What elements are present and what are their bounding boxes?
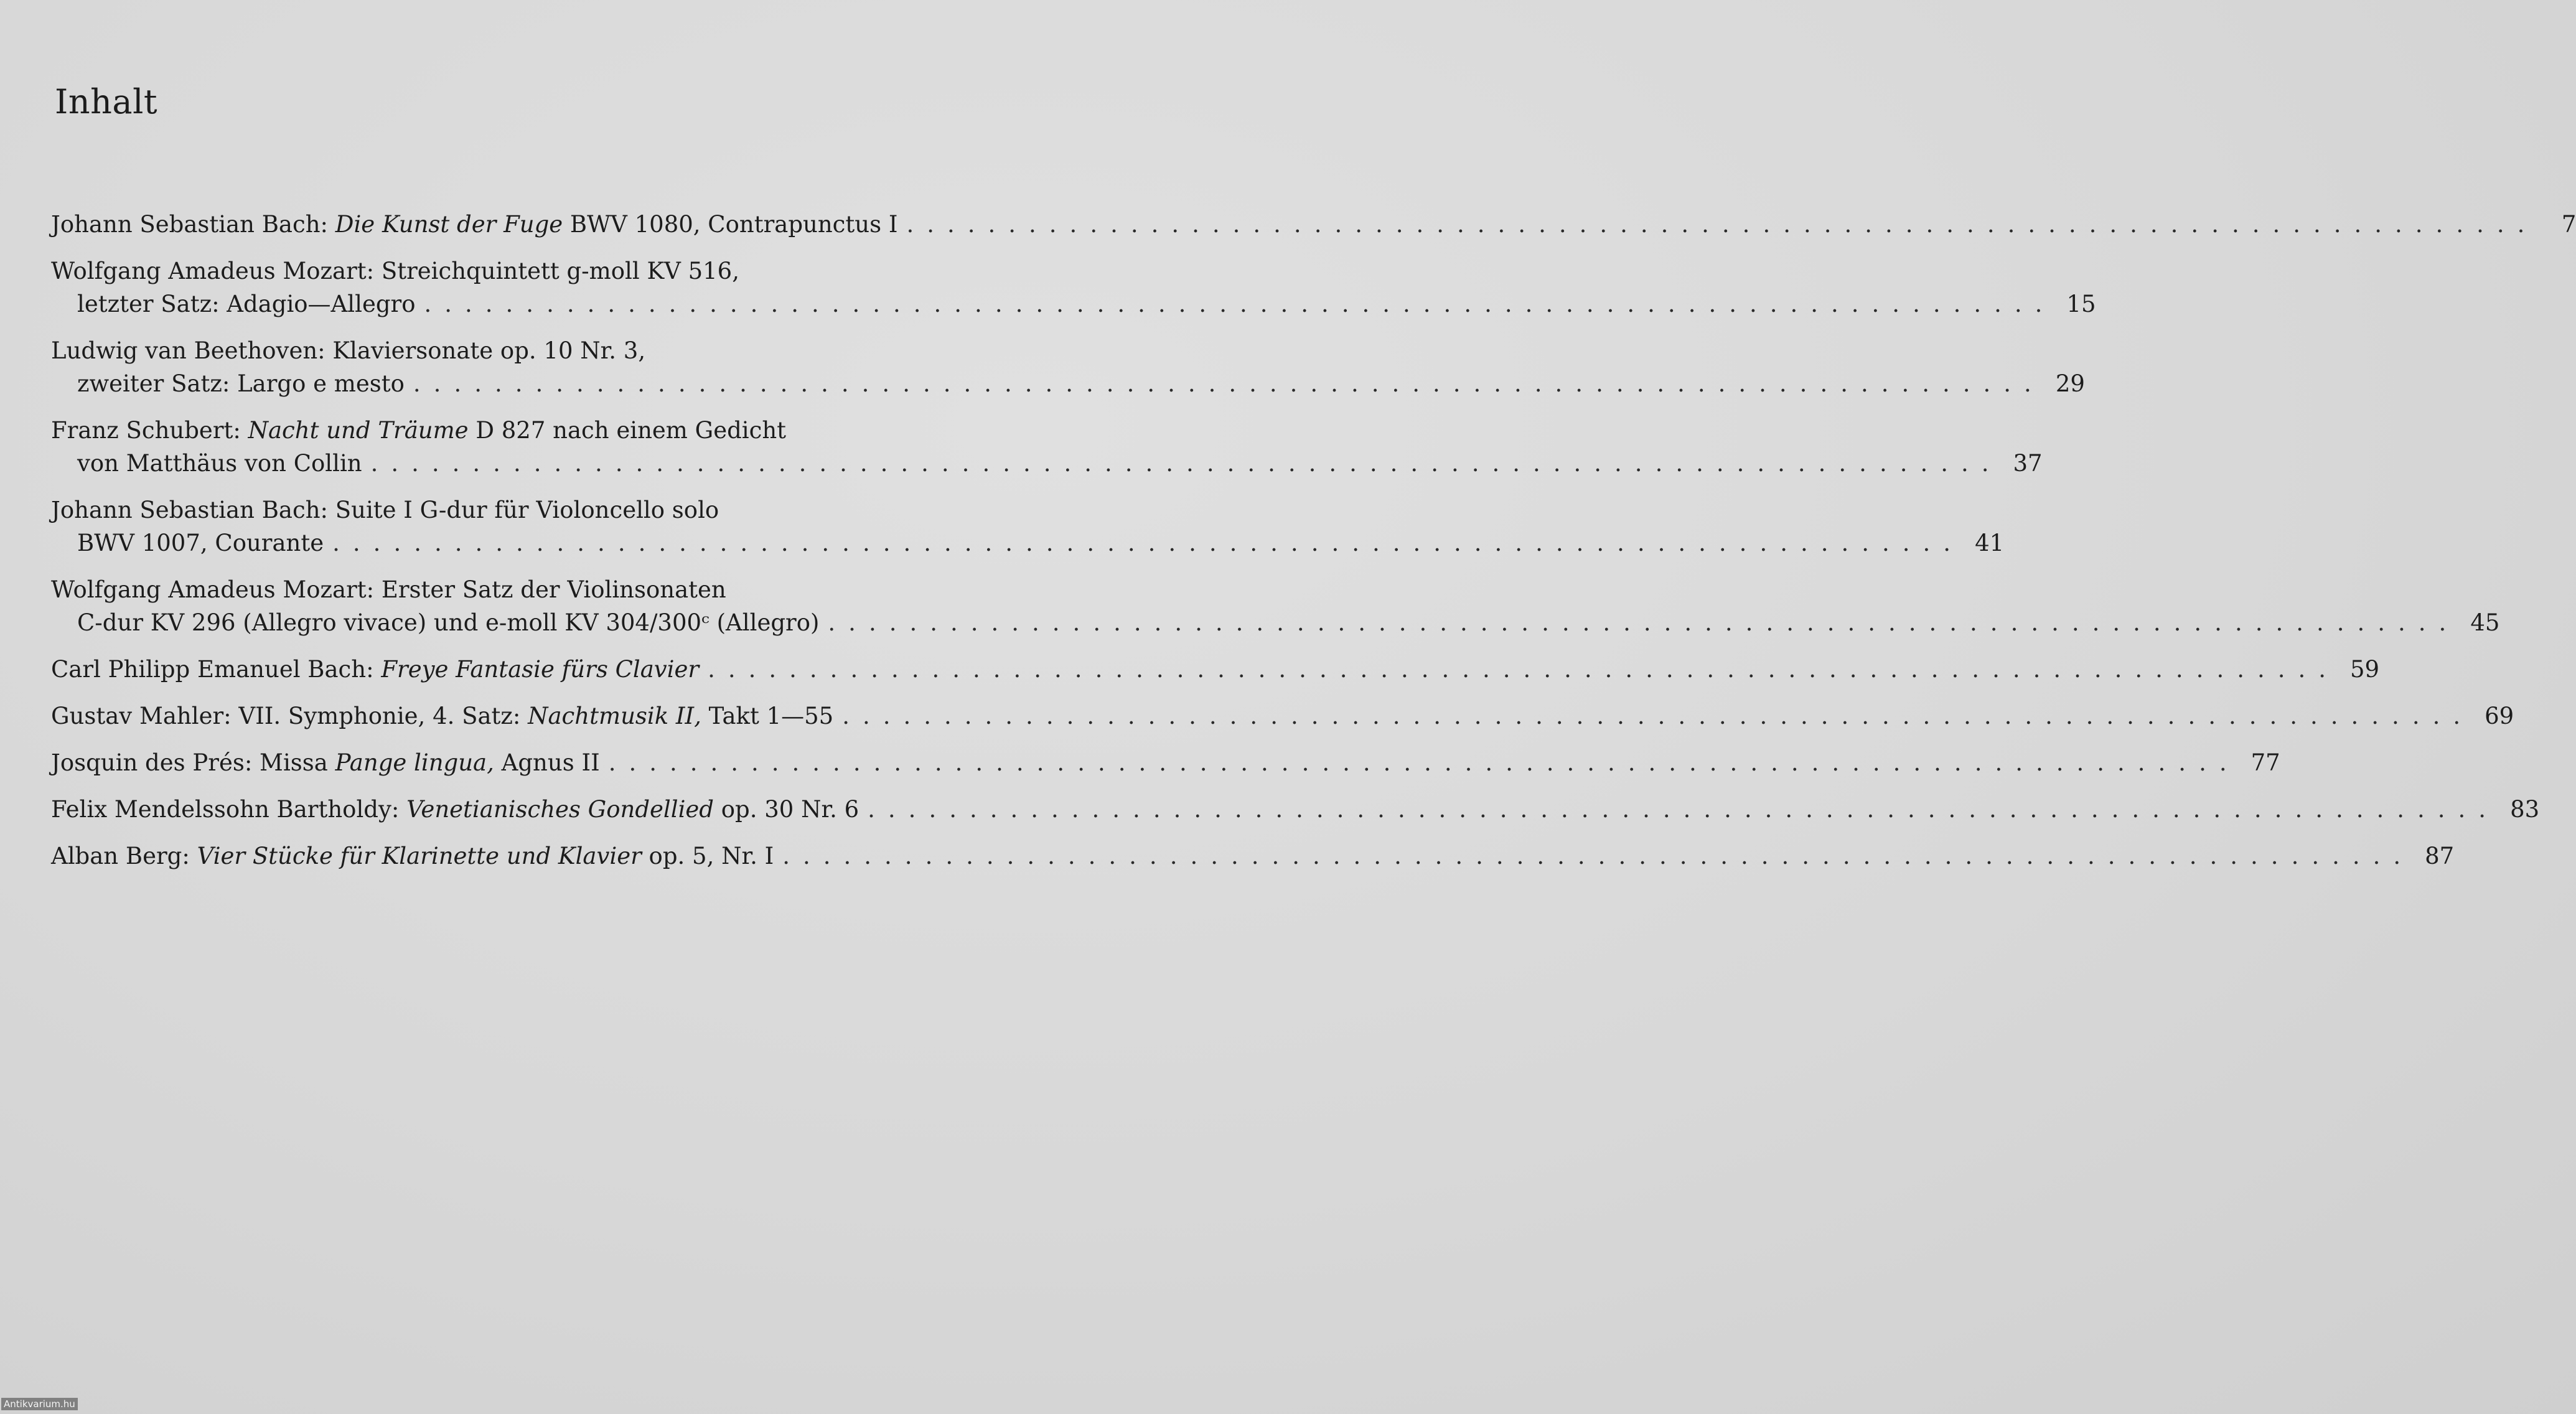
page-number: 29 [2055, 370, 2085, 397]
work-title: Nachtmusik II, [528, 703, 701, 729]
page-number: 59 [2350, 656, 2380, 683]
entry-text-segment: Ludwig van Beethoven: Klaviersonate op. 10 Nr. 3, [51, 337, 646, 364]
dot-leader: ................................................................................ [370, 450, 2002, 477]
entry-text-segment: Wolfgang Amadeus Mozart: Erster Satz der Violinsonaten [51, 576, 726, 603]
entry-text-segment: Johann Sebastian Bach: [51, 211, 335, 238]
toc-entry-text [51, 208, 897, 241]
page-number: 77 [2250, 749, 2280, 776]
toc-entry-line [51, 527, 2005, 560]
toc-entry-text [51, 653, 699, 686]
toc-entry-text [51, 334, 645, 367]
page-number: 15 [2066, 291, 2096, 317]
toc-entry [51, 494, 2005, 560]
toc-entry-line [51, 288, 2096, 321]
toc-entry-text [51, 573, 726, 606]
toc-entry-line [51, 653, 2380, 686]
entry-text-segment: Josquin des Prés: Missa [51, 749, 335, 776]
work-title: Pange lingua, [335, 749, 494, 776]
page-number: 83 [2510, 796, 2540, 823]
toc-entry-line [51, 606, 2500, 639]
toc-entry-text [51, 414, 786, 447]
toc-entry-text [77, 288, 416, 321]
entry-text-segment: letzter Satz: Adagio—Allegro [77, 291, 416, 317]
toc-entry [51, 746, 2280, 779]
toc-entry [51, 573, 2500, 639]
dot-leader: ................................................................................ [868, 796, 2499, 823]
entry-text-segment: Gustav Mahler: VII. Symphonie, 4. Satz: [51, 703, 528, 729]
work-title: Nacht und Träume [248, 417, 469, 444]
entry-text-segment: Felix Mendelssohn Bartholdy: [51, 796, 407, 823]
page-number: 41 [1975, 530, 2005, 556]
entry-text-segment: Agnus II [494, 749, 600, 776]
page-number: 87 [2425, 843, 2455, 869]
page-number: 7 [2561, 211, 2576, 238]
entry-text-segment: Johann Sebastian Bach: Suite I G-dur für Violoncello solo [51, 497, 719, 523]
entry-text-segment: Wolfgang Amadeus Mozart: Streichquintett g-moll KV 516, [51, 258, 739, 284]
dot-leader: ................................................................................ [782, 843, 2414, 869]
entry-text-segment: Franz Schubert: [51, 417, 248, 444]
page-number: 69 [2485, 703, 2514, 729]
toc-entry-line [51, 334, 978, 367]
entry-text-segment: Alban Berg: [51, 843, 197, 869]
table-of-contents [51, 208, 2576, 886]
dot-leader: ................................................................................ [332, 530, 1964, 556]
toc-entry-line [51, 793, 2540, 826]
toc-entry-text [77, 367, 405, 400]
toc-entry [51, 334, 2085, 400]
entry-text-segment: von Matthäus von Collin [77, 450, 362, 477]
toc-entry-line [51, 414, 978, 447]
toc-entry [51, 414, 2043, 480]
entry-text-segment: op. 5, Nr. I [641, 843, 774, 869]
toc-entry-line [51, 840, 2455, 873]
entry-text-segment: zweiter Satz: Largo e mesto [77, 370, 405, 397]
watermark: Antikvarium.hu [1, 1398, 78, 1410]
toc-entry-line [51, 494, 978, 527]
work-title: Vier Stücke für Klarinette und Klavier [197, 843, 642, 869]
dot-leader: ................................................................................ [608, 749, 2240, 776]
page-number: 37 [2013, 450, 2043, 477]
entry-text-segment: BWV 1007, Courante [77, 530, 324, 556]
dot-leader: ................................................................................ [842, 703, 2474, 729]
work-title: Die Kunst der Fuge [335, 211, 563, 238]
work-title: Venetianisches Gondellied [406, 796, 714, 823]
toc-entry [51, 793, 2540, 826]
toc-entry-line [51, 700, 2514, 733]
toc-entry-text [51, 793, 859, 826]
entry-text-segment: Takt 1—55 [701, 703, 834, 729]
toc-entry-line [51, 573, 978, 606]
toc-entry-line [51, 208, 2576, 241]
dot-leader: ................................................................................ [828, 609, 2460, 636]
toc-entry-line [51, 447, 2043, 480]
toc-entry-text [77, 606, 819, 639]
dot-leader: ................................................................................ [413, 370, 2044, 397]
dot-leader: ................................................................................ [708, 656, 2339, 683]
toc-entry [51, 255, 2096, 321]
entry-text-segment: C-dur KV 296 (Allegro vivace) und e-moll KV 304/300ᶜ (Allegro) [77, 609, 820, 636]
toc-entry-line [51, 746, 2280, 779]
toc-entry-text [51, 494, 719, 527]
entry-text-segment: Carl Philipp Emanuel Bach: [51, 656, 382, 683]
toc-entry [51, 653, 2380, 686]
page-title: Inhalt [55, 82, 158, 121]
toc-entry-text [51, 746, 600, 779]
entry-text-segment: D 827 nach einem Gedicht [468, 417, 787, 444]
toc-entry [51, 700, 2514, 733]
dot-leader: ................................................................................ [906, 211, 2538, 238]
dot-leader: ................................................................................ [424, 291, 2056, 317]
toc-entry-text [51, 840, 774, 873]
page-number: 45 [2470, 609, 2500, 636]
work-title: Freye Fantasie fürs Clavier [381, 656, 700, 683]
entry-text-segment: BWV 1080, Contrapunctus I [563, 211, 898, 238]
toc-entry-line [51, 367, 2085, 400]
toc-entry-text [77, 527, 324, 560]
toc-entry [51, 208, 2576, 241]
toc-entry-line [51, 255, 978, 288]
toc-entry-text [51, 700, 833, 733]
entry-text-segment: op. 30 Nr. 6 [714, 796, 859, 823]
toc-entry-text [51, 255, 739, 288]
toc-entry-text [77, 447, 362, 480]
toc-entry [51, 840, 2455, 873]
